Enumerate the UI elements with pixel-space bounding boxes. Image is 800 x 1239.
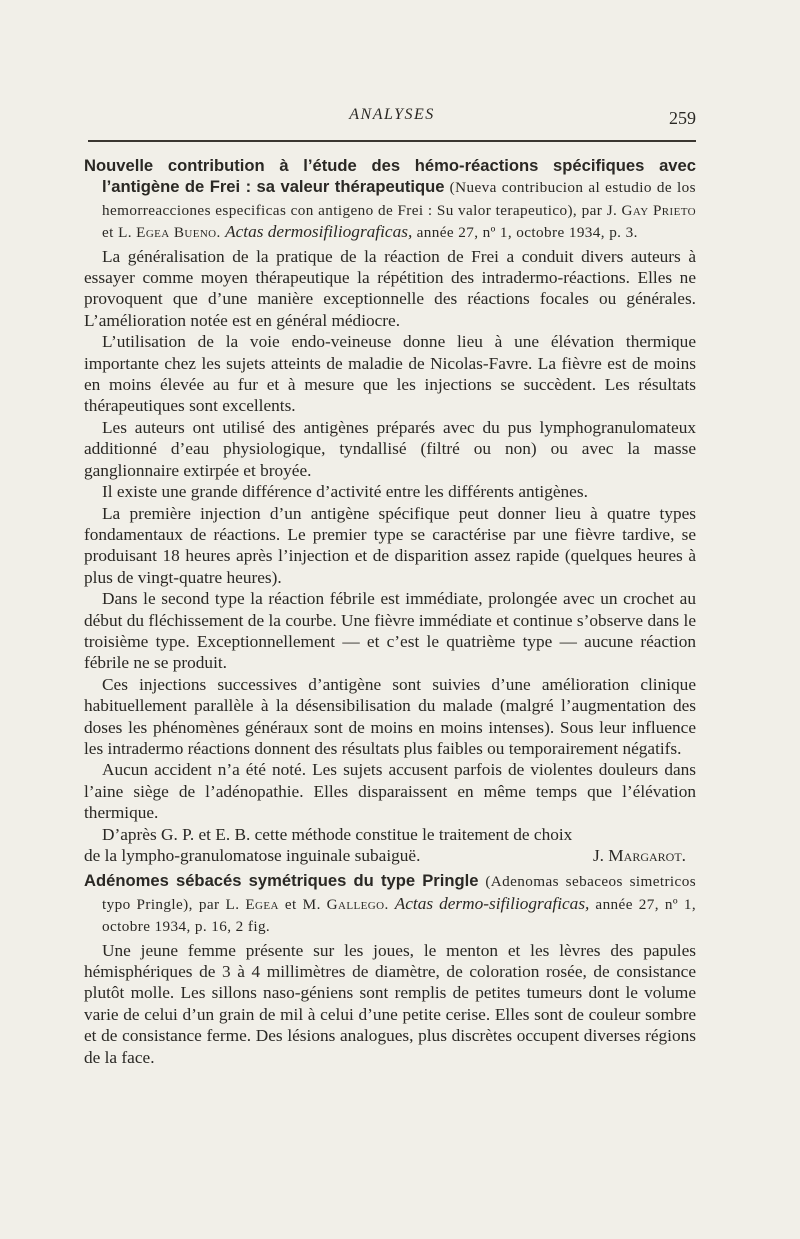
article2-and: et	[284, 895, 297, 913]
article1-paragraph: Il existe une grande différence d’activité entre les différents antigènes.	[102, 482, 588, 502]
page-number: 259	[669, 108, 696, 128]
running-title: ANALYSES	[349, 106, 435, 123]
article1-paragraph: Aucun accident n’a été noté. Les sujets accusent parfois de violentes douleurs dans l’aine siège de l’adénopathie. Elles disparaissent en même temps que l’élévation thermique.	[84, 760, 696, 823]
article1-heading	[84, 155, 696, 244]
article1-final-paragraph	[84, 824, 696, 845]
article2-title: Adénomes sébacés symétriques du type Pringle	[84, 871, 479, 891]
article1-by: par	[581, 201, 603, 219]
article1-paragraph: L’utilisation de la voie endo-veineuse donne lieu à une élévation thermique importante chez les sujets atteints de maladie de Nicolas-Favre. La fièvre est de moins en moins élevée au fur et à mesure que les injections se succèdent. Les résultats thérapeutiques sont excellents.	[84, 332, 696, 416]
article1-journal: Actas dermosifiliograficas,	[225, 222, 413, 242]
article2-paragraph: Une jeune femme présente sur les joues, le menton et les lèvres des papules hémisphériques de 3 à 4 millimètres de diamètre, de coloration rosée, de consistance plutôt molle. Les sillons naso-géniens sont remplis de petites tumeurs dont le volume varie de celui d’un grain de mil à celui d’une petite cerise. Elles sont de couleur sombre et de consistance ferme. Des lésions analogues, plus discrètes occupent diverses régions de la face.	[84, 940, 696, 1067]
analyses-column	[84, 155, 696, 1068]
article1-paragraph: La première injection d’un antigène spécifique peut donner lieu à quatre types fondamentaux de réactions. Le premier type se caractérise par une fièvre tardive, se produisant 18 heures après l’injection et de disparition assez rapide (quelques heures à plus de vingt-quatre heures).	[84, 503, 696, 587]
article1-author2: L. Egea Bueno.	[118, 224, 221, 242]
article2-journal: Actas dermo-sifiliograficas,	[394, 893, 590, 913]
article1-paragraph: Dans le second type la réaction fébrile est immédiate, prolongée avec un crochet au début du fléchissement de la courbe. Une fièvre immédiate et continue s’observe dans le troisième type. Exceptionnellement — et c’est le quatrième type — aucune réaction fébrile ne se produit.	[84, 589, 696, 673]
header-rule	[88, 140, 696, 142]
article2-author2: M. Gallego.	[302, 895, 389, 913]
article1-and: et	[102, 224, 114, 242]
article1-author1: J. Gay Prieto	[606, 201, 696, 219]
article2-by: par	[198, 895, 220, 913]
article2-heading	[84, 870, 696, 937]
article1-paragraph: Ces injections successives d’antigène sont suivies d’une amélioration clinique habituellement parallèle à la désensibilisation du malade (malgré l’augmentation des doses les phénomènes généraux sont de moins en moins intenses). Sous leur influence les intradermo réactions donnent des résultats plus faibles ou temporairement négatifs.	[84, 674, 696, 758]
article1-closing-line	[84, 845, 696, 866]
article1-title: Nouvelle contribution à l’étude des hémo-réactions spécifiques avec l’antigène de Frei : sa valeur thérapeutique	[84, 156, 696, 197]
article1-original-title: (Nueva contribucion al estudio de los hemorreacciones especificas con antigeno de Frei : Su valor terapeutico),	[102, 179, 696, 219]
article1-signature: J. Margarot.	[592, 846, 686, 865]
article1-final-start: D’après G. P. et E. B. cette méthode constitue le traitement de choix	[102, 824, 573, 844]
article2-original-title: (Adenomas sebaceos simetricos typo Pringle),	[102, 873, 696, 913]
article1-citation: année 27, nº 1, octobre 1934, p. 3.	[416, 224, 638, 242]
article2-author1: L. Egea	[225, 895, 279, 913]
article1-paragraph: Les auteurs ont utilisé des antigènes préparés avec du pus lymphogranulomateux additionné d’eau physiologique, tyndallisé (filtré ou non) ou avec la masse ganglionnaire extirpée et broyée.	[84, 417, 696, 480]
article1-final-end: de la lympho-granulomatose inguinale subaiguë.	[84, 846, 421, 865]
running-head	[88, 106, 696, 130]
article2-citation: année 27, nº 1, octobre 1934, p. 16, 2 fig.	[102, 895, 697, 936]
article1-paragraph: La généralisation de la pratique de la réaction de Frei a conduit divers auteurs à essayer comme moyen thérapeutique la répétition des intradermo-réactions. Elles ne provoquent que d’une manière exceptionnelle des réactions focales ou générales. L’amélioration notée est en général médiocre.	[84, 246, 696, 330]
